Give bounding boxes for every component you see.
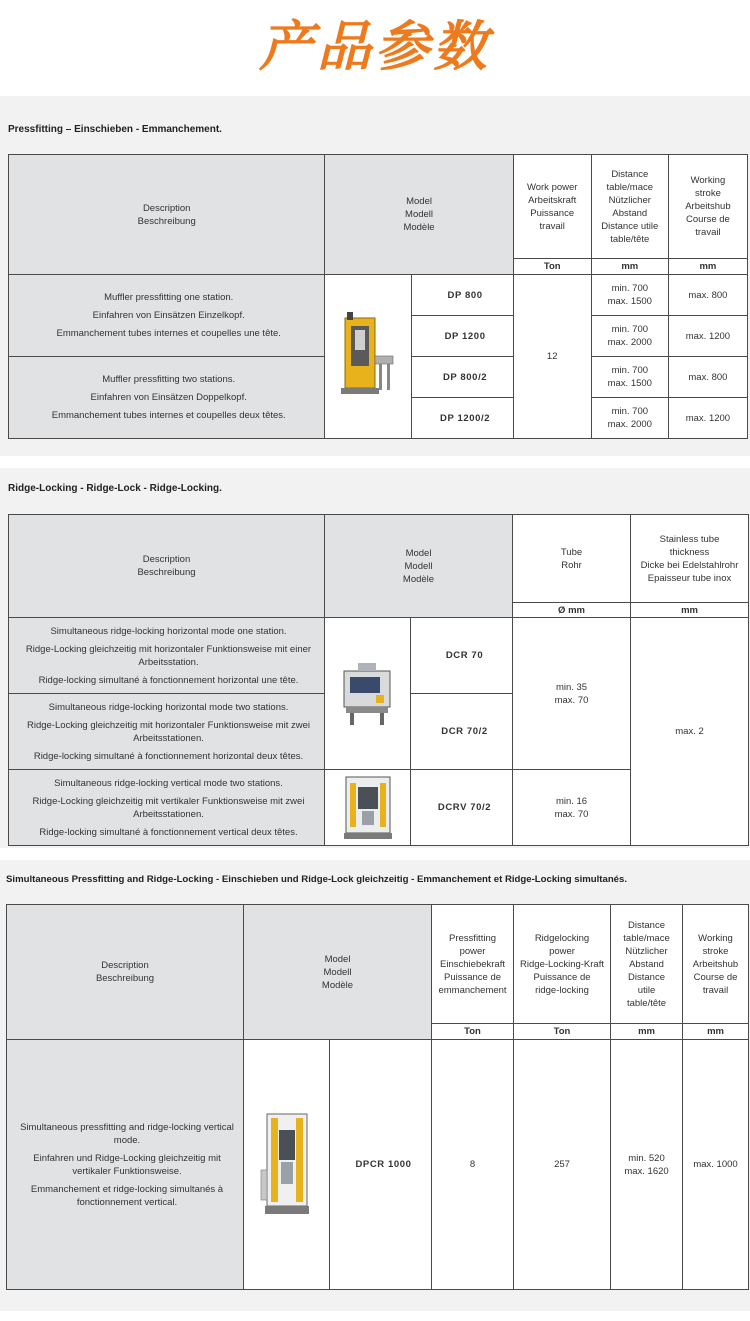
group-description: Muffler pressfitting two stations. Einfahren von Einsätzen Doppelkopf. Emmanchement tubes internes et coupelles deux têtes. [9, 357, 325, 439]
model-header: Model Modell Modèle [244, 905, 432, 1040]
description-header: Description Beschreibung [7, 905, 244, 1040]
row-description: Simultaneous pressfitting and ridge-locking vertical mode. Einfahren und Ridge-Locking gleichzeitig mit vertikaler Funktionsweise. Emmanchement et ridge-locking simultanés à fonctionnement vertical. [7, 1040, 244, 1290]
section-1-title: Pressfitting – Einschieben - Emmanchement. [8, 124, 222, 135]
unit-ton: Ton [432, 1024, 514, 1040]
stroke-value: max. 800 [668, 275, 747, 316]
distance-value: min. 520 max. 1620 [611, 1040, 683, 1290]
pressfitting-power-header: Pressfitting power Einschiebekraft Puissance de emmanchement [432, 905, 514, 1024]
group-description: Muffler pressfitting one station. Einfahren von Einsätzen Einzelkopf. Emmanchement tubes internes et coupelles une tête. [9, 275, 325, 357]
working-stroke-header: Working stroke Arbeitshub Course de travail [668, 155, 747, 259]
unit-mm: mm [611, 1024, 683, 1040]
description-header: Description Beschreibung [9, 515, 325, 618]
thickness-header: Stainless tube thickness Dicke bei Edelstahlrohr Epaisseur tube inox [631, 515, 749, 603]
unit-ton: Ton [514, 1024, 611, 1040]
distance-value: min. 700 max. 2000 [591, 398, 668, 439]
distance-header: Distance table/mace Nützlicher Abstand Distance utile table/tête [611, 905, 683, 1024]
row-description: Simultaneous ridge-locking horizontal mode one station. Ridge-Locking gleichzeitig mit horizontaler Funktionsweise mit einer Arbeitsstation. Ridge-locking simultané à fonctionnement horizontal une tête. [9, 618, 325, 694]
pressfitting-table [8, 154, 748, 439]
thickness-value: max. 2 [631, 618, 749, 846]
ridgelocking-power-value: 257 [514, 1040, 611, 1290]
horizontal-ridge-lock-machine-icon [338, 659, 398, 729]
distance-value: min. 700 max. 2000 [591, 316, 668, 357]
press-machine-icon [337, 312, 399, 402]
model-cell: DCR 70/2 [411, 694, 513, 770]
section-3-title: Simultaneous Pressfitting and Ridge-Locking - Einschieben und Ridge-Lock gleichzeitig - Emmanchement et Ridge-Locking simultanés. [6, 874, 628, 885]
combined-machine-image [244, 1040, 330, 1290]
model-cell: DCR 70 [411, 618, 513, 694]
page-banner [0, 0, 750, 95]
tube-header: Tube Rohr [513, 515, 631, 603]
model-cell: DP 1200 [411, 316, 513, 357]
tube-value: min. 16 max. 70 [513, 770, 631, 846]
model-header: Model Modell Modèle [325, 515, 513, 618]
unit-mm: mm [668, 259, 747, 275]
vertical-ridge-lock-machine-icon [338, 773, 398, 843]
pressfitting-power-value: 8 [432, 1040, 514, 1290]
model-cell: DPCR 1000 [330, 1040, 432, 1290]
distance-value: min. 700 max. 1500 [591, 357, 668, 398]
row-description: Simultaneous ridge-locking vertical mode two stations. Ridge-Locking gleichzeitig mit vertikaler Funktionsweise mit zwei Arbeitsstationen. Ridge-locking simultané à fonctionnement vertical deux têtes. [9, 770, 325, 846]
ridgelocking-power-header: Ridgelocking power Ridge-Locking-Kraft Puissance de ridge-locking [514, 905, 611, 1024]
stroke-value: max. 1200 [668, 398, 747, 439]
work-power-value: 12 [513, 275, 591, 439]
model-cell: DP 1200/2 [411, 398, 513, 439]
model-cell: DP 800 [411, 275, 513, 316]
unit-ton: Ton [513, 259, 591, 275]
row-description: Simultaneous ridge-locking horizontal mode two stations. Ridge-Locking gleichzeitig mit horizontaler Funktionsweise mit zwei Arbeitsstationen. Ridge-locking simultané à fonctionnement horizontal deux têtes. [9, 694, 325, 770]
unit-mm: mm [591, 259, 668, 275]
stroke-value: max. 800 [668, 357, 747, 398]
vertical-machine-image [325, 770, 411, 846]
work-power-header: Work power Arbeitskraft Puissance travail [513, 155, 591, 259]
unit-mm: mm [631, 603, 749, 618]
press-machine-image [325, 275, 411, 439]
combined-press-machine-icon [257, 1110, 317, 1220]
distance-value: min. 700 max. 1500 [591, 275, 668, 316]
stroke-value: max. 1000 [683, 1040, 749, 1290]
section-2-title: Ridge-Locking - Ridge-Lock - Ridge-Locking. [8, 483, 222, 494]
model-cell: DP 800/2 [411, 357, 513, 398]
stroke-value: max. 1200 [668, 316, 747, 357]
working-stroke-header: Working stroke Arbeitshub Course de travail [683, 905, 749, 1024]
ridge-locking-table [8, 514, 749, 846]
distance-header: Distance table/mace Nützlicher Abstand Distance utile table/tête [591, 155, 668, 259]
unit-mm: mm [683, 1024, 749, 1040]
combined-table [6, 904, 749, 1290]
page-title: 产品参数 [259, 15, 491, 78]
horizontal-machine-image [325, 618, 411, 770]
description-header: Description Beschreibung [9, 155, 325, 275]
tube-value: min. 35 max. 70 [513, 618, 631, 770]
model-header: Model Modell Modèle [325, 155, 513, 275]
model-cell: DCRV 70/2 [411, 770, 513, 846]
unit-diameter-mm: Ø mm [513, 603, 631, 618]
